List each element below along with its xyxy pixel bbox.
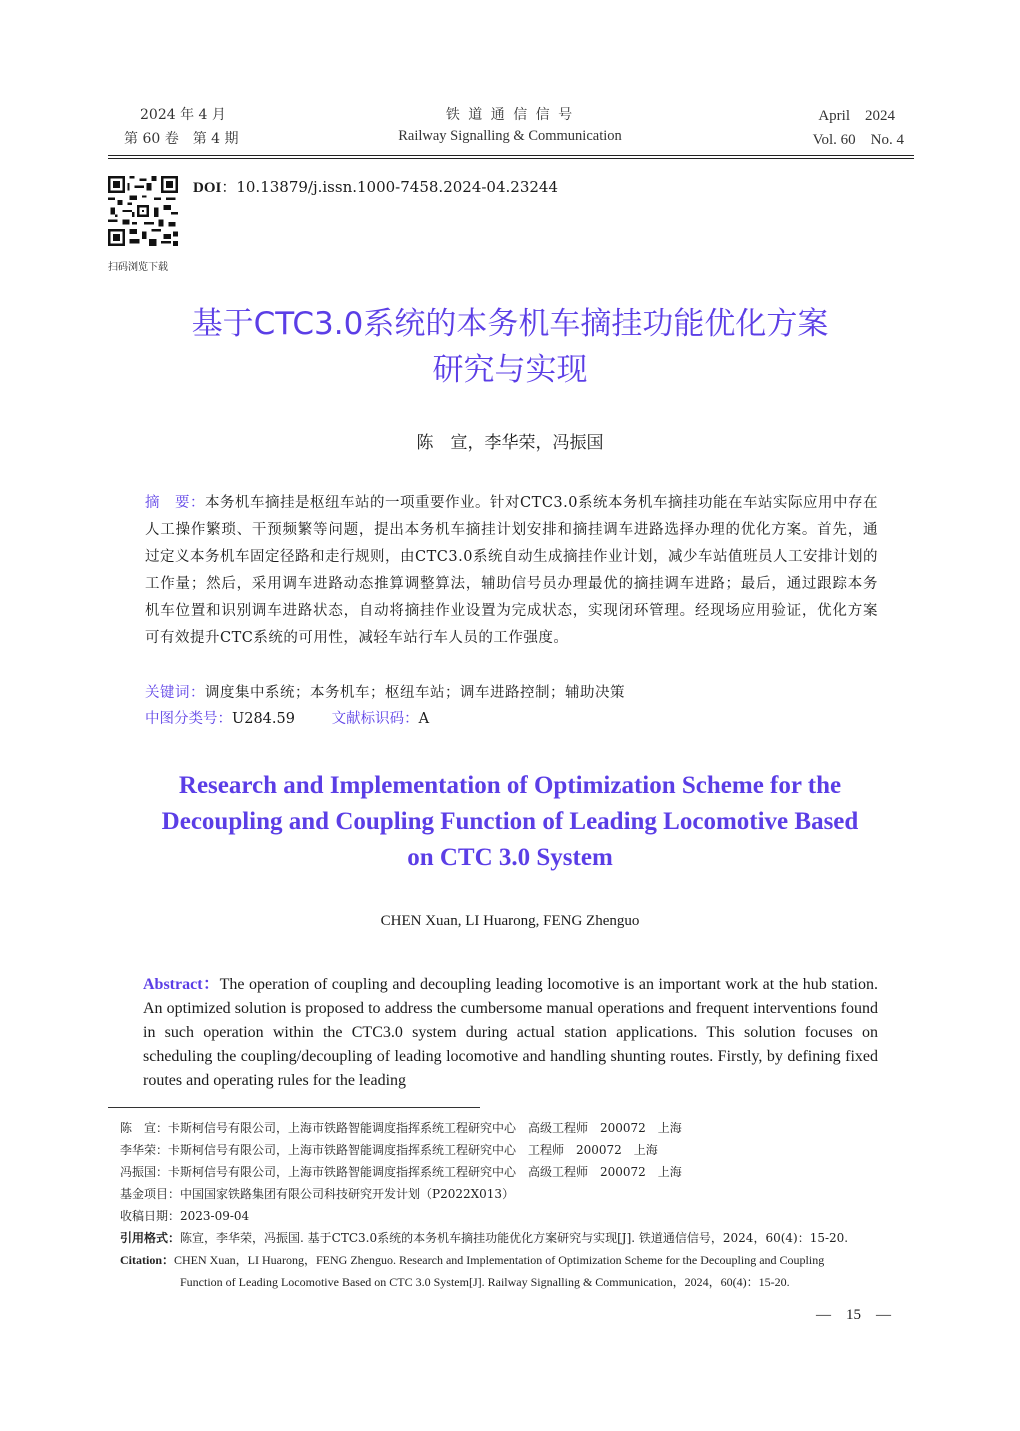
- title-en-line3: on CTC 3.0 System: [407, 844, 613, 871]
- doi-value: ：10.13879/j.issn.1000-7458.2024-04.23244: [221, 178, 559, 196]
- title-en-line2: Decoupling and Coupling Function of Leading Locomotive Based: [161, 808, 859, 835]
- header-rule: [108, 155, 914, 156]
- journal-name-en: Railway Signalling & Communication: [398, 128, 622, 144]
- qr-caption: 扫码浏览下载: [108, 262, 168, 273]
- page-number: — 15 —: [816, 1307, 892, 1323]
- issue-date-en: April 2024: [818, 108, 895, 124]
- title-cn: [60, 301, 960, 393]
- footnote-cite-cn: [120, 1227, 848, 1249]
- abstract-cn-text: 本务机车摘挂是枢纽车站的一项重要作业。针对CTC3.0系统本务机车摘挂功能在车站实际应用中存在人工操作繁琐、干预频繁等问题，提出本务机车摘挂计划安排和摘挂调车进路选择办理的优化方案。首先，通过定义本务机车固定径路和走行规则，由CTC3.0系统自动生成摘挂作业计划，减少车站值班员人工安排计划的工作量；然后，采用调车进路动态推算调整算法，辅助信号员办理最优的摘挂调车进路；最后，通过跟踪本务机车位置和识别调车进路状态，自动将摘挂作业设置为完成状态，实现闭环管理。经现场应用验证，优化方案可有效提升CTC系统的可用性，减轻车站行车人员的工作强度。: [145, 495, 879, 646]
- keywords-cn-label: 关键词：: [145, 685, 205, 701]
- issue-volume-en: Vol. 60 No. 4: [812, 132, 904, 148]
- footnote-author1: 陈 宣：卡斯柯信号有限公司，上海市铁路智能调度指挥系统工程研究中心 高级工程师 200072 上海: [120, 1121, 682, 1135]
- cite-en-line1: CHEN Xuan，LI Huarong，FENG Zhenguo. Research and Implementation of Optimization Scheme for the Decoupling and Coupling: [174, 1253, 825, 1267]
- footnote-received: 收稿日期：2023-09-04: [120, 1209, 250, 1223]
- abstract-en: [143, 973, 878, 1093]
- abstract-en-colon: ：: [202, 976, 220, 993]
- title-cn-line1: 基于CTC3.0系统的本务机车摘挂功能优化方案: [191, 306, 829, 342]
- doc-code-value: A: [418, 711, 430, 727]
- doi[interactable]: [193, 176, 558, 197]
- cite-en-line2: Function of Leading Locomotive Based on CTC 3.0 System[J]. Railway Signalling & Communication，2024，60(4)：15-20.: [180, 1275, 790, 1289]
- clc-label: 中图分类号：: [145, 711, 232, 727]
- footnote-cite-en: [120, 1249, 920, 1293]
- cite-en-label: Citation：: [120, 1253, 175, 1267]
- title-en: [110, 768, 910, 876]
- title-en-line1: Research and Implementation of Optimization Scheme for the: [178, 772, 842, 799]
- keywords-cn-text: 调度集中系统；本务机车；枢纽车站；调车进路控制；辅助决策: [205, 685, 625, 701]
- qr-code-icon[interactable]: [108, 176, 178, 246]
- cite-cn-text: 陈宣，李华荣，冯振国. 基于CTC3.0系统的本务机车摘挂功能优化方案研究与实现[J]. 铁道通信信号，2024，60(4)：15-20.: [180, 1231, 849, 1245]
- footnote-author3: 冯振国：卡斯柯信号有限公司，上海市铁路智能调度指挥系统工程研究中心 高级工程师 200072 上海: [120, 1165, 682, 1179]
- abstract-cn: [145, 490, 878, 652]
- doc-code-label: 文献标识码：: [331, 711, 419, 727]
- footnote-rule: [108, 1107, 480, 1108]
- issue-volume: 第 60 卷 第 4 期: [124, 131, 239, 147]
- abstract-en-text: The operation of coupling and decoupling leading locomotive is an important work at the hub station. An optimized solution is proposed to address the cumbersome manual operations and frequent interventions found in such operation within the CTC3.0 system during actual station applications. This solution focuses on scheduling the coupling/decoupling of leading locomotive and handling shunting routes. Firstly, by defining fixed routes and operating rules for the leading: [143, 976, 878, 1089]
- header-rule-second: [108, 158, 914, 159]
- cite-cn-label: 引用格式：: [120, 1231, 181, 1245]
- footnote-author2: 李华荣：卡斯柯信号有限公司，上海市铁路智能调度指挥系统工程研究中心 工程师 200072 上海: [120, 1143, 658, 1157]
- clc-value: U284.59: [232, 711, 295, 727]
- authors-cn: 陈 宣，李华荣，冯振国: [416, 433, 604, 453]
- title-cn-line2: 研究与实现: [432, 352, 588, 388]
- journal-name-cn: 铁 道 通 信 信 号: [445, 107, 575, 123]
- keywords-cn: [145, 680, 625, 707]
- authors-en: CHEN Xuan, LI Huarong, FENG Zhenguo: [380, 913, 640, 929]
- footnote-fund: 基金项目：中国国家铁路集团有限公司科技研究开发计划（P2022X013）: [120, 1187, 515, 1201]
- abstract-cn-label: 摘 要：: [145, 495, 206, 511]
- issue-date: 2024 年 4 月: [140, 107, 226, 123]
- classification: [145, 706, 429, 733]
- doi-label: DOI: [193, 180, 222, 196]
- abstract-en-label: Abstract: [143, 976, 203, 993]
